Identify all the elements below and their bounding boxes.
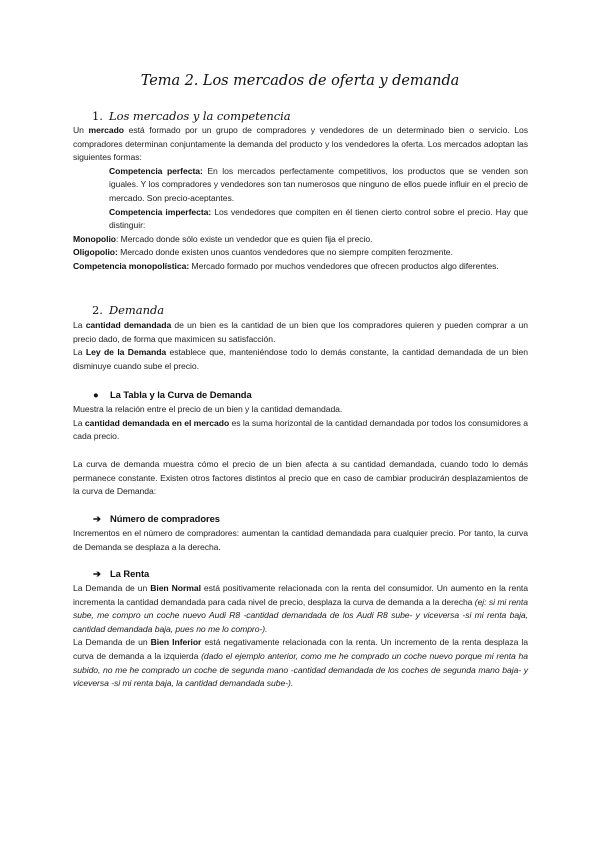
document-title: Tema 2. Los mercados de oferta y demanda <box>140 73 460 89</box>
quantity-demanded-paragraph: La cantidad demandada de un bien es la cantidad de un bien que los compradores quieren y pueden comprar a un precio dado, de forma que maximicen su satisfacción. <box>73 320 528 344</box>
income-body <box>73 582 528 691</box>
section-1-body <box>73 124 528 274</box>
section-1-heading <box>92 109 291 123</box>
market-demand-paragraph: La cantidad demandada en el mercado es la suma horizontal de la cantidad demandada por todos los consumidores a cada precio. <box>73 417 529 442</box>
demand-table-text-1: Muestra la relación entre el precio de un bien y la cantidad demandada. <box>73 404 343 414</box>
income-subheading <box>93 567 149 581</box>
section-1-title: Los mercados y la competencia <box>109 109 291 123</box>
demand-table-body <box>73 403 528 444</box>
section-2-number: 2. <box>92 303 103 317</box>
demand-curve-paragraph: La curva de demanda muestra cómo el precio de un bien afecta a su cantidad demandada, cuando todo lo demás permanece constante. Existen otros factores distintos al precio que en caso de cambiar producirán desplazamientos de la curva de Demanda: <box>73 459 528 497</box>
arrow-right-icon: ➔ <box>93 568 101 579</box>
buyers-paragraph: Incrementos en el número de compradores: aumentan la cantidad demandada para cualquier precio. Por tanto, la curva de Demanda se desplaza a la derecha. <box>73 528 528 552</box>
buyers-subheading-text: Número de compradores <box>110 513 220 524</box>
law-of-demand-paragraph: La Ley de la Demanda establece que, manteniéndose todo lo demás constante, la cantidad demandada de un bien disminuye cuando sube el precio. <box>73 347 528 371</box>
markets-intro-paragraph: Un mercado está formado por un grupo de compradores y vendedores de un determinado bien o servicio. Los compradores determinan conjuntamente la demanda del producto y los vendedores la oferta. Los mercados adoptan las siguientes formas: <box>73 125 528 163</box>
perfect-competition-paragraph: Competencia perfecta: En los mercados perfectamente competitivos, los productos que se venden son iguales. Y los compradores y vendedores son tan numerosos que ninguno de ellos puede influir en el precio de mercado. Son precio-aceptantes. <box>109 165 529 203</box>
section-1-number: 1. <box>92 109 103 123</box>
demand-table-subheading <box>93 388 252 402</box>
buyers-subheading <box>93 512 220 526</box>
demand-table-subheading-text: La Tabla y la Curva de Demanda <box>110 389 252 400</box>
section-2-title: Demanda <box>109 303 165 317</box>
bullet-icon: ● <box>93 389 99 400</box>
section-2-body <box>73 319 528 373</box>
section-2-heading <box>92 303 164 317</box>
monopolistic-competition-definition: Competencia monopolística: Mercado formado por muchos vendedores que ofrecen productos algo diferentes. <box>73 260 499 271</box>
inferior-good-paragraph: La Demanda de un Bien Inferior está negativamente relacionada con la renta. Un incremento de la renta desplaza la curva de demanda a la izquierda (dado el ejemplo anterior, como me he comprado un coche nuevo porque mi renta ha subido, no me he comprado un coche de segunda mano -cantidad demandada de los coches de segunda mano baja- y viceversa -si mi renta baja, la cantidad demandada sube-). <box>73 637 528 689</box>
income-subheading-text: La Renta <box>110 568 150 579</box>
monopoly-definition: Monopolio: Mercado donde sólo existe un vendedor que es quien fija el precio. <box>73 233 373 244</box>
arrow-right-icon: ➔ <box>93 513 101 524</box>
imperfect-competition-paragraph: Competencia imperfecta: Los vendedores que compiten en él tienen cierto control sobre el precio. Hay que distinguir: <box>109 206 528 231</box>
normal-good-paragraph: La Demanda de un Bien Normal está positivamente relacionada con la renta del consumidor. Un aumento en la renta incrementa la cantidad demandada para cada nivel de precio, desplaza la curva de demanda a la derecha (ej: si mi renta sube, me compro un coche nuevo Audi R8 -cantidad demandada de los Audi R8 sube- y viceversa -si mi renta baja, cantidad demandada baja, pues no me lo compro-). <box>73 583 529 634</box>
oligopoly-definition: Oligopolio: Mercado donde existen unos cuantos vendedores que no siempre compiten ferozmente. <box>73 247 453 258</box>
